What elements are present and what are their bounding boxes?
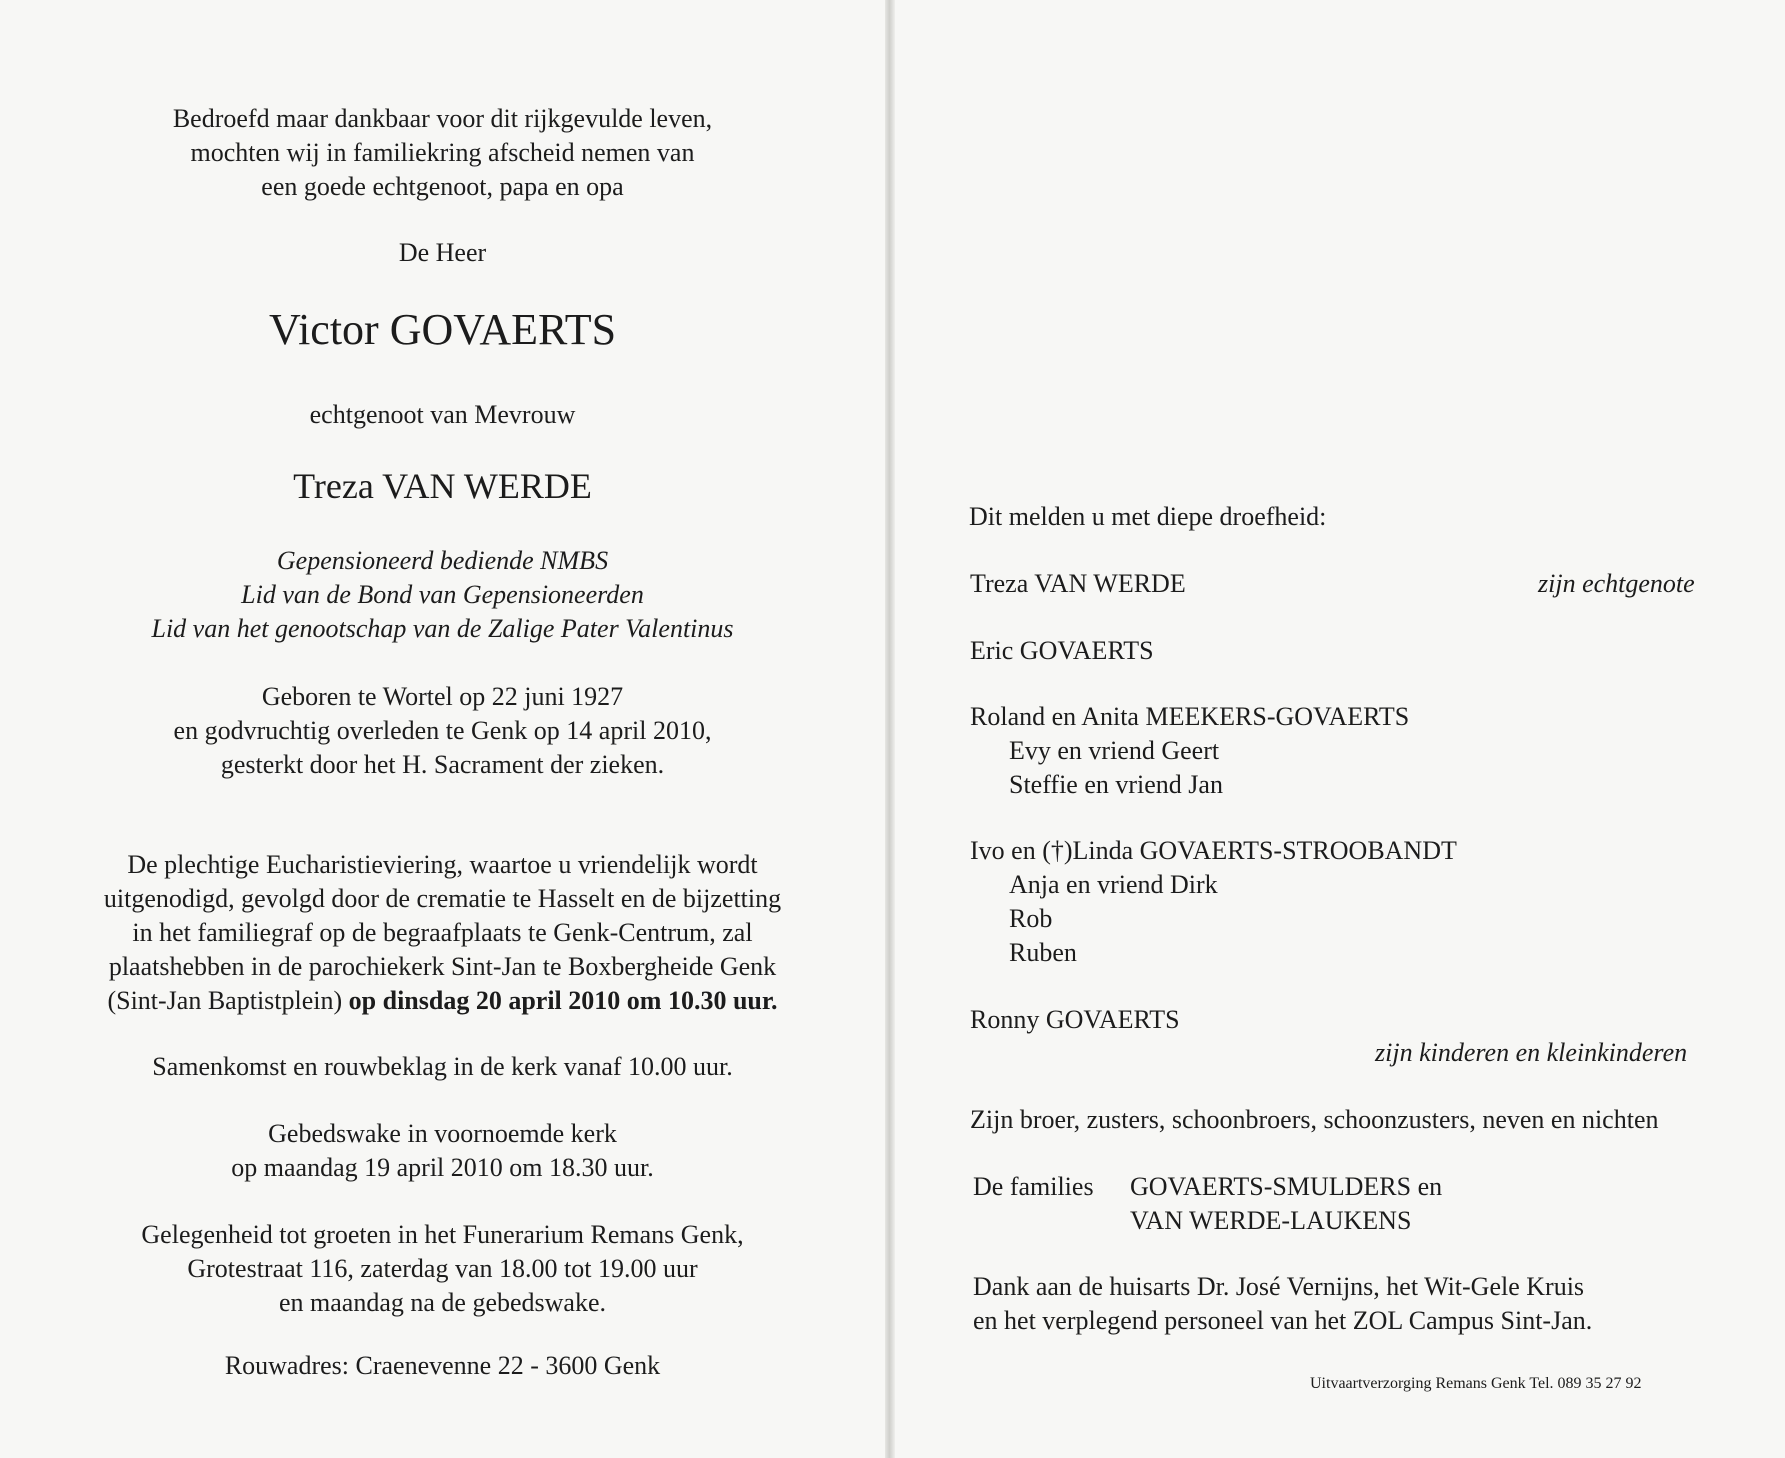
card-fold	[885, 0, 895, 1458]
spouse-entry: Treza VAN WERDE	[970, 569, 1186, 598]
role-line: Gepensioneerd bediende NMBS	[276, 546, 609, 575]
grandchild-entry: Anja en vriend Dirk	[1009, 870, 1218, 899]
ceremony-line: De plechtige Eucharistieviering, waartoe u vriendelijk wordt	[127, 850, 758, 879]
intro-line: Bedroefd maar dankbaar voor dit rijkgevulde leven,	[172, 104, 713, 133]
intro-paragraph	[0, 102, 885, 204]
announcement: Dit melden u met diepe droefheid:	[969, 502, 1327, 531]
family-name: GOVAERTS-SMULDERS en	[1130, 1172, 1443, 1201]
deceased-name: Victor GOVAERTS	[268, 305, 617, 354]
children-relation: zijn kinderen en kleinkinderen	[1375, 1038, 1688, 1067]
right-panel	[895, 0, 1785, 1458]
visitation-line: en maandag na de gebedswake.	[278, 1288, 607, 1317]
visitation-line: Grotestraat 116, zaterdag van 18.00 tot 19.00 uur	[187, 1254, 698, 1283]
siblings-line: Zijn broer, zusters, schoonbroers, schoonzusters, neven en nichten	[970, 1105, 1659, 1134]
mourning-address: Rouwadres: Craenevenne 22 - 3600 Genk	[224, 1351, 661, 1380]
intro-line: een goede echtgenoot, papa en opa	[261, 172, 624, 201]
role-line: Lid van de Bond van Gepensioneerden	[241, 580, 644, 609]
spouse-name: Treza VAN WERDE	[293, 466, 592, 506]
life-line: gesterkt door het H. Sacrament der zieken.	[220, 750, 665, 779]
visitation-paragraph	[0, 1218, 885, 1320]
salutation: De Heer	[398, 238, 487, 267]
vigil-paragraph	[0, 1117, 885, 1185]
vigil-line: Gebedswake in voornoemde kerk	[268, 1119, 617, 1148]
ceremony-place: (Sint-Jan Baptistplein)	[107, 986, 349, 1015]
ceremony-line: in het familiegraf op de begraafplaats te Genk-Centrum, zal	[132, 918, 753, 947]
thanks-line: en het verplegend personeel van het ZOL Campus Sint-Jan.	[973, 1306, 1593, 1335]
child-entry: Roland en Anita MEEKERS-GOVAERTS	[970, 702, 1410, 731]
life-line: en godvruchtig overleden te Genk op 14 april 2010,	[173, 716, 712, 745]
grandchild-entry: Ruben	[1009, 938, 1077, 967]
vigil-line: op maandag 19 april 2010 om 18.30 uur.	[231, 1153, 654, 1182]
visitation-line: Gelegenheid tot groeten in het Funerarium Remans Genk,	[141, 1220, 744, 1249]
gathering-text: Samenkomst en rouwbeklag in de kerk vanaf 10.00 uur.	[152, 1052, 733, 1081]
family-name: VAN WERDE-LAUKENS	[1130, 1206, 1412, 1235]
ceremony-datetime: op dinsdag 20 april 2010 om 10.30 uur.	[348, 986, 778, 1015]
spouse-relation: zijn echtgenote	[1538, 569, 1695, 598]
life-paragraph	[0, 680, 885, 782]
grandchild-entry: Evy en vriend Geert	[1009, 736, 1220, 765]
left-panel	[0, 0, 885, 1458]
role-line: Lid van het genootschap van de Zalige Pater Valentinus	[151, 614, 734, 643]
spouse-intro: echtgenoot van Mevrouw	[309, 400, 576, 429]
ceremony-line: plaatshebben in de parochiekerk Sint-Jan te Boxbergheide Genk	[108, 952, 777, 981]
intro-line: mochten wij in familiekring afscheid nemen van	[190, 138, 695, 167]
thanks-line: Dank aan de huisarts Dr. José Vernijns, het Wit-Gele Kruis	[973, 1272, 1585, 1301]
child-entry: Ivo en (†)Linda GOVAERTS-STROOBANDT	[970, 836, 1457, 865]
roles-paragraph	[0, 544, 885, 646]
families-label: De families	[973, 1172, 1094, 1201]
ceremony-paragraph	[0, 848, 885, 1018]
undertaker-info: Uitvaartverzorging Remans Genk Tel. 089 35 27 92	[1310, 1375, 1642, 1392]
grandchild-entry: Steffie en vriend Jan	[1009, 770, 1223, 799]
child-entry: Eric GOVAERTS	[970, 636, 1154, 665]
child-entry: Ronny GOVAERTS	[970, 1005, 1180, 1034]
ceremony-last-line	[0, 984, 885, 1018]
grandchild-entry: Rob	[1009, 904, 1053, 933]
life-line: Geboren te Wortel op 22 juni 1927	[261, 682, 624, 711]
ceremony-line: uitgenodigd, gevolgd door de crematie te Hasselt en de bijzetting	[103, 884, 782, 913]
